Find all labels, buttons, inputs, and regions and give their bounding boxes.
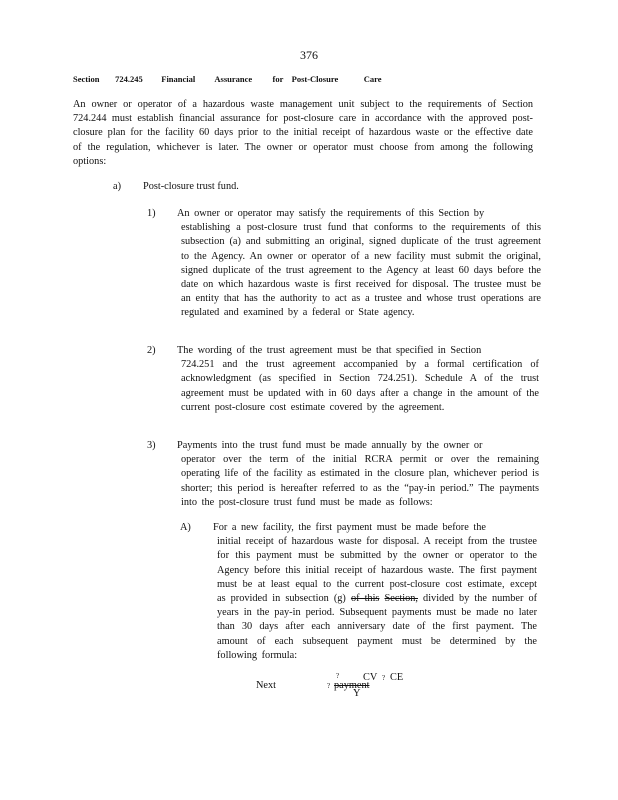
page-number: 376 — [300, 48, 318, 62]
item-1-label: 1) — [147, 208, 156, 219]
item-a-title: Post-closure trust fund. — [143, 181, 239, 192]
formula-symbol-1: ? — [327, 682, 331, 690]
item-2-body: 724.251 and the trust agreement accompanied by a formal certification of acknowledgment (as specified in Section 724.251). Schedule A of the trust agreement must be updated with in 60 days after a change in the amount of the current post-closure cost estimate covered by the agreement. — [181, 359, 539, 413]
heading-word-financial: Financial — [161, 74, 196, 84]
heading-word-assurance: Assurance — [214, 74, 253, 84]
item-A-body-after: divided by the number of years in the pay-in period. Subsequent payments must be made no later than 30 days after each anniversary date of the first payment. The amount of each subsequent payment must be determined by the following formula: — [217, 593, 538, 661]
formula-next: Next — [256, 680, 277, 691]
intro-paragraph: An owner or operator of a hazardous waste management unit subject to the requirements of Section 724.244 must establish financial assurance for post-closure care in accordance with the approved post-closure plan for the facility 60 days prior to the initial receipt of hazardous waste or the effective date of the regulation, whichever is later. The owner or operator must choose from among the following options: — [73, 99, 533, 167]
formula-ce: CE — [390, 672, 404, 683]
section-heading — [73, 74, 382, 84]
item-1-first-line: An owner or operator may satisfy the requirements of this Section by — [177, 208, 485, 219]
formula-cv: CV — [363, 672, 378, 683]
formula-payment: payment — [334, 680, 370, 691]
item-3-paragraph — [177, 439, 539, 510]
item-3-label: 3) — [147, 440, 156, 451]
formula-symbol-2: ? — [336, 672, 340, 680]
heading-word-for: for — [272, 74, 284, 84]
payment-formula — [250, 672, 440, 708]
item-A-label: A) — [180, 522, 191, 533]
item-1-body: establishing a post-closure trust fund that conforms to the requirements of this subsection (a) and submitting an original, signed duplicate of the trust agreement to the Agency. An owner or operator of a new facility must submit the original, signed duplicate of the trust agreement to the Agency at least 60 days before the date on which hazardous waste is first received for disposal. The trustee must be an entity that has the authority to act as a trustee and whose trust operations are regulated and examined by a federal or State agency. — [181, 222, 541, 319]
item-1-paragraph — [177, 207, 541, 321]
struck-text-section: Section, — [384, 593, 418, 605]
item-A-first-line: For a new facility, the first payment must be made before the — [213, 522, 486, 533]
item-a-label: a) — [113, 181, 121, 192]
item-A-body-before: initial receipt of hazardous waste for disposal. A receipt from the trustee for this payment must be submitted by the owner or operator to the Agency before this initial receipt of hazardous waste. The first payment must be at least equal to the current post-closure cost estimate, except as provided in subsection (g) — [217, 536, 537, 605]
item-2-first-line: The wording of the trust agreement must be that specified in Section — [177, 345, 482, 356]
formula-symbol-3: ? — [382, 674, 386, 682]
heading-section-number: 724.245 — [115, 74, 143, 84]
heading-word-post-closure: Post-Closure — [291, 74, 339, 84]
item-2-label: 2) — [147, 345, 156, 356]
item-3-first-line: Payments into the trust fund must be made annually by the owner or — [177, 440, 483, 451]
item-A-paragraph — [213, 521, 538, 663]
struck-text-of-this: of this — [350, 593, 380, 605]
heading-word-care: Care — [363, 74, 382, 84]
heading-section-label: Section — [73, 74, 100, 84]
item-2-paragraph — [177, 344, 539, 415]
item-3-body: operator over the term of the initial RCRA permit or over the remaining operating life of the facility as estimated in the closure plan, whichever period is shorter; this period is hereafter referred to as the “pay-in period.” The payments into the post-closure trust fund must be made as follows: — [181, 454, 539, 508]
formula-y: Y — [353, 688, 361, 699]
